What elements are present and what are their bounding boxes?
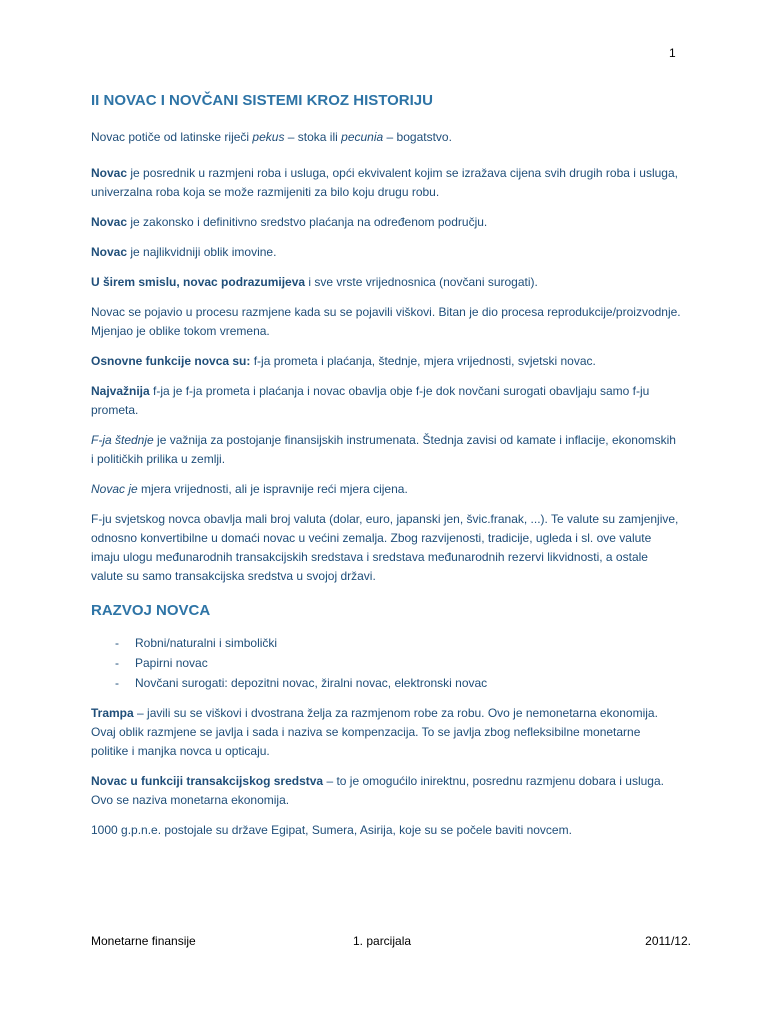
paragraph-definition-text: je posrednik u razmjeni roba i usluga, opći ekvivalent kojim se izražava cijena svih drugih roba i usluga, univerzalna roba koja se može razmijeniti za bilo koju drugu robu. [91,166,678,199]
paragraph-transaction-means [91,772,681,810]
paragraph-legal-tender-text: je zakonsko i definitivno sredstvo plaćanja na određenom području. [127,215,488,229]
paragraph-broad-sense-text: i sve vrste vrijednosnica (novčani surogati). [305,275,538,289]
list-item [91,653,681,673]
section-title-money-development: RAZVOJ NOVCA [91,602,211,619]
paragraph-basic-functions-text: f-ja prometa i plaćanja, štednje, mjera vrijednosti, svjetski novac. [250,354,596,368]
paragraph-transaction-means-bold: Novac u funkciji transakcijskog sredstva [91,774,324,788]
list-dash: - [115,676,119,690]
intro-term-pecunia: pecunia [341,130,384,144]
paragraph-most-important [91,382,681,420]
document-body [91,92,681,851]
list-dash: - [115,636,119,650]
intro-text-c: – stoka ili [284,130,342,144]
paragraph-measure-text: mjera vrijednosti, ali je ispravnije reći mjera cijena. [137,482,408,496]
paragraph-savings-text: je važnija za postojanje finansijskih instrumenata. Štednja zavisi od kamate i inflacije, ekonomskih i političkih prilika u zemlji. [91,433,676,466]
paragraph-definition [91,164,681,202]
paragraph-liquidity-bold: Novac [91,245,128,259]
paragraph-most-important-text: f-ja je f-ja prometa i plaćanja i novac obavlja obje f-je dok novčani surogati obavljaju samo f-ju prometa. [91,384,650,417]
paragraph-barter-bold: Trampa [91,706,134,720]
paragraph-basic-functions-bold: Osnovne funkcije novca su: [91,354,251,368]
paragraph-ancient-states [91,821,681,840]
footer-year: 2011/12. [645,934,691,948]
development-list [91,633,681,693]
paragraph-transaction-means-text: – to je omogućilo inirektnu, posrednu razmjenu dobara i usluga. Ovo se naziva monetarna ekonomija. [91,774,664,807]
paragraph-measure-italic: Novac je [91,482,138,496]
paragraph-origin-text: Novac se pojavio u procesu razmjene kada su se pojavili viškovi. Bitan je dio procesa reprodukcije/proizvodnje. Mjenjao je oblike tokom vremena. [91,305,681,338]
paragraph-origin [91,303,681,341]
list-item-text: Novčani surogati: depozitni novac, žiralni novac, elektronski novac [135,676,488,690]
paragraph-most-important-bold: Najvažnija [91,384,150,398]
paragraph-legal-tender-bold: Novac [91,215,128,229]
paragraph-liquidity [91,243,681,262]
document-title: II NOVAC I NOVČANI SISTEMI KROZ HISTORIJU [91,92,433,109]
paragraph-liquidity-text: je najlikvidniji oblik imovine. [127,245,277,259]
intro-paragraph [91,128,681,147]
list-item-text: Robni/naturalni i simbolički [135,636,278,650]
paragraph-barter-text: – javili su se viškovi i dvostrana želja za razmjenom robe za robu. Ovo je nemonetarna ekonomija. Ovaj oblik razmjene se javlja i sada i naziva se kompenzacija. To se javlja zbog nefleksibilne monetarne politike i manjka novca u opticaju. [91,706,658,758]
intro-text-e: – bogatstvo. [383,130,452,144]
paragraph-legal-tender [91,213,681,232]
intro-text-a: Novac potiče od latinske riječi [91,130,253,144]
footer-course-name: Monetarne finansije [91,934,196,948]
paragraph-savings [91,431,681,469]
paragraph-savings-italic: F-ja štednje [91,433,154,447]
list-item-text: Papirni novac [135,656,208,670]
paragraph-basic-functions [91,352,681,371]
list-item [91,633,681,653]
paragraph-measure [91,480,681,499]
paragraph-definition-bold: Novac [91,166,128,180]
list-item [91,673,681,693]
paragraph-barter [91,704,681,761]
intro-term-pekus: pekus [252,130,285,144]
footer-part: 1. parcijala [353,934,412,948]
paragraph-ancient-states-text: 1000 g.p.n.e. postojale su države Egipat, Sumera, Asirija, koje su se počele baviti novcem. [91,823,572,837]
list-dash: - [115,656,119,670]
page-number: 1 [669,46,676,60]
paragraph-world-money [91,510,681,586]
paragraph-world-money-text: F-ju svjetskog novca obavlja mali broj valuta (dolar, euro, japanski jen, švic.franak, ...). Te valute su zamjenjive, odnosno konvertibilne u domaći novac u većini zemalja. Zbog razvijenosti, tradicije, ugleda i sl. ove valute imaju ulogu međunarodnih transakcijskih sredstava i sredstava međunarodnih rezervi likvidnosti, a ostale valute su samo transakcijska sredstva u svojoj državi. [91,512,679,583]
paragraph-broad-sense [91,273,681,292]
paragraph-broad-sense-bold: U širem smislu, novac podrazumijeva [91,275,306,289]
